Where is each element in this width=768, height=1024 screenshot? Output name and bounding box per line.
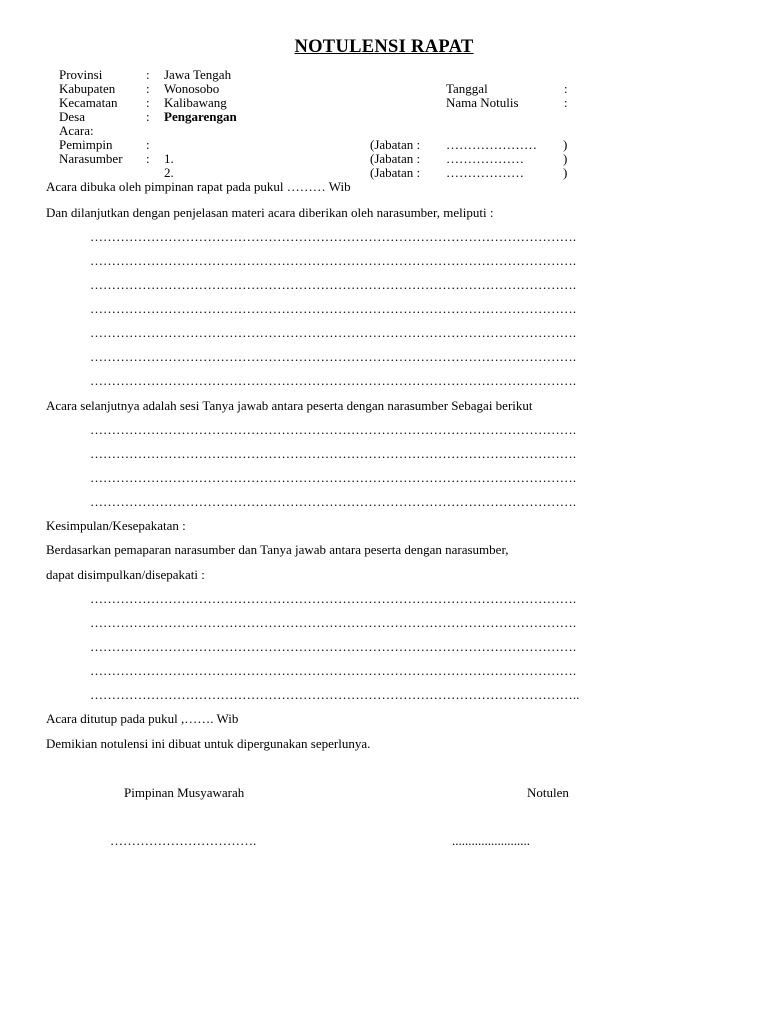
acara-label: Acara:: [59, 123, 94, 138]
colon: :: [146, 95, 150, 110]
colon: :: [564, 81, 568, 96]
desa-value: Pengarengan: [164, 109, 237, 124]
fill-line: ………………………………………………………………………………………………….: [90, 325, 577, 340]
fill-line: ………………………………………………………………………………………………….: [90, 494, 577, 509]
narasumber-label: Narasumber: [59, 151, 123, 166]
document-title: NOTULENSI RAPAT: [294, 37, 474, 57]
fill-line: ………………………………………………………………………………………………….: [90, 422, 577, 437]
jabatan-dots: …………………: [446, 137, 537, 152]
pemimpin-label: Pemimpin: [59, 137, 113, 152]
narasumber-2: 2.: [164, 165, 174, 180]
pimpinan-signature-line: …………………………….: [110, 833, 257, 848]
closing-text: Acara ditutup pada pukul ,……. Wib: [46, 711, 239, 726]
narasumber-1: 1.: [164, 151, 174, 166]
fill-line: ………………………………………………………………………………………………….: [90, 446, 577, 461]
fill-line: ………………………………………………………………………………………………….: [90, 663, 577, 678]
jabatan-label: (Jabatan :: [370, 165, 421, 180]
demikian-text: Demikian notulensi ini dibuat untuk dipergunakan seperlunya.: [46, 736, 371, 751]
kecamatan-label: Kecamatan: [59, 95, 118, 110]
fill-line: ………………………………………………………………………………………………….: [90, 301, 577, 316]
provinsi-label: Provinsi: [59, 67, 103, 82]
kabupaten-label: Kabupaten: [59, 81, 116, 96]
nama-notulis-label: Nama Notulis: [446, 95, 519, 110]
fill-line: ………………………………………………………………………………………………….: [90, 229, 577, 244]
kecamatan-value: Kalibawang: [164, 95, 227, 110]
fill-line: ………………………………………………………………………………………………….: [90, 591, 577, 606]
close-paren: ): [563, 165, 568, 180]
fill-line: ………………………………………………………………………………………………….: [90, 253, 577, 268]
tanya-intro: Acara selanjutnya adalah sesi Tanya jawab antara peserta dengan narasumber Sebagai berikut: [46, 398, 533, 413]
fill-line: ………………………………………………………………………………………………….: [90, 470, 577, 485]
fill-line: ………………………………………………………………………………………………….: [90, 639, 577, 654]
kesimpulan-intro: Berdasarkan pemaparan narasumber dan Tanya jawab antara peserta dengan narasumber,: [46, 542, 509, 557]
provinsi-value: Jawa Tengah: [164, 67, 232, 82]
colon: :: [564, 95, 568, 110]
notulen-label: Notulen: [527, 785, 569, 800]
colon: :: [146, 67, 150, 82]
notulen-signature-line: ........................: [452, 833, 530, 848]
colon: :: [146, 151, 150, 166]
kabupaten-value: Wonosobo: [164, 81, 220, 96]
jabatan-label: (Jabatan :: [370, 151, 421, 166]
desa-label: Desa: [59, 109, 85, 124]
close-paren: ): [563, 151, 568, 166]
colon: :: [146, 137, 150, 152]
colon: :: [146, 81, 150, 96]
jabatan-label: (Jabatan :: [370, 137, 421, 152]
kesimpulan-label: Kesimpulan/Kesepakatan :: [46, 518, 186, 533]
fill-line: ………………………………………………………………………………………………….: [90, 277, 577, 292]
pimpinan-label: Pimpinan Musyawarah: [124, 785, 245, 800]
fill-line: ………………………………………………………………………………………………….: [90, 349, 577, 364]
materi-intro: Dan dilanjutkan dengan penjelasan materi acara diberikan oleh narasumber, meliputi :: [46, 205, 494, 220]
tanggal-label: Tanggal: [446, 81, 488, 96]
jabatan-dots: ………………: [446, 165, 524, 180]
fill-line: ………………………………………………………………………………………………….: [90, 373, 577, 388]
kesimpulan-intro: dapat disimpulkan/disepakati :: [46, 567, 205, 582]
colon: :: [146, 109, 150, 124]
jabatan-dots: ………………: [446, 151, 524, 166]
fill-line: …………………………………………………………………………………………………..: [90, 687, 580, 702]
opening-text: Acara dibuka oleh pimpinan rapat pada pukul ……… Wib: [46, 179, 351, 194]
close-paren: ): [563, 137, 568, 152]
fill-line: ………………………………………………………………………………………………….: [90, 615, 577, 630]
